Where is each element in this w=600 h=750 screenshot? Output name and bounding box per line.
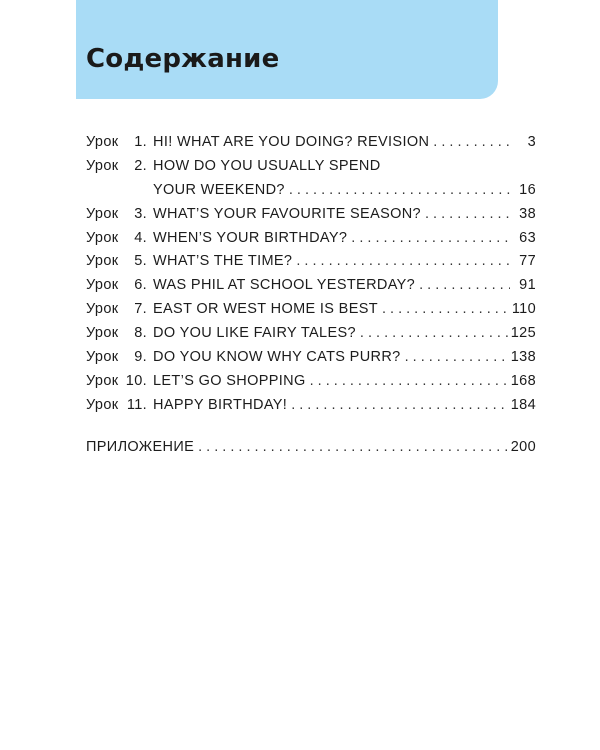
dot-leader [306, 370, 509, 394]
lesson-title: WHAT’S YOUR FAVOURITE SEASON? [153, 205, 421, 222]
dot-leader [429, 131, 510, 155]
lesson-title: DO YOU KNOW WHY CATS PURR? [153, 349, 401, 366]
dot-leader [356, 322, 509, 346]
toc-entry-lesson-7[interactable] [86, 298, 536, 322]
dot-leader [347, 227, 510, 251]
lesson-label: Урок [86, 253, 119, 270]
lesson-number: 8. [134, 325, 147, 342]
lesson-label: Урок [86, 277, 119, 294]
lesson-label: Урок [86, 229, 119, 246]
toc-entry-lesson-4[interactable] [86, 227, 536, 251]
page-number: 38 [519, 205, 536, 222]
header-band [76, 0, 498, 99]
page-number: 138 [510, 349, 536, 366]
lesson-number: 1. [134, 134, 147, 150]
lesson-title: LET’S GO SHOPPING [153, 372, 306, 389]
page-number: 168 [510, 372, 536, 389]
page-number: 16 [519, 181, 536, 198]
lesson-number: 9. [134, 349, 147, 366]
lesson-label: Урок [86, 301, 119, 318]
lesson-label: Урок [86, 396, 119, 413]
dot-leader [287, 394, 509, 418]
lesson-label: Урок [86, 157, 119, 174]
dot-leader [285, 179, 510, 203]
lesson-number: 7. [134, 301, 147, 318]
lesson-number: 6. [134, 277, 147, 294]
dot-leader [421, 203, 510, 227]
toc-entry-lesson-1[interactable] [86, 131, 536, 155]
lesson-label: Урок [86, 205, 119, 222]
lesson-number: 3. [134, 205, 147, 222]
page-number: 77 [519, 253, 536, 270]
table-of-contents [86, 131, 536, 460]
dot-leader [401, 346, 509, 370]
page-number: 200 [510, 438, 536, 455]
toc-entry-lesson-6[interactable] [86, 274, 536, 298]
lesson-title: HOW DO YOU USUALLY SPEND [153, 157, 381, 174]
page-title: Содержание [86, 44, 280, 74]
lesson-number: 10. [125, 372, 147, 389]
lesson-title: WAS PHIL AT SCHOOL YESTERDAY? [153, 277, 416, 294]
toc-entry-lesson-9[interactable] [86, 346, 536, 370]
lesson-title: HI! WHAT ARE YOU DOING? REVISION [153, 134, 430, 150]
lesson-label: Урок [86, 325, 119, 342]
page-number: 125 [510, 325, 536, 342]
appendix-title: ПРИЛОЖЕНИЕ [86, 438, 195, 455]
lesson-title: HAPPY BIRTHDAY! [153, 396, 288, 413]
lesson-title: WHEN’S YOUR BIRTHDAY? [153, 229, 348, 246]
lesson-number: 5. [134, 253, 147, 270]
toc-entry-lesson-5[interactable] [86, 250, 536, 274]
page-number: 3 [527, 134, 536, 150]
lesson-number: 2. [134, 157, 147, 174]
lesson-title: EAST OR WEST HOME IS BEST [153, 301, 378, 318]
page-number: 184 [510, 396, 536, 413]
page-number: 91 [519, 277, 536, 294]
dot-leader [194, 436, 509, 460]
toc-entry-appendix[interactable] [86, 436, 536, 460]
page-number: 63 [519, 229, 536, 246]
dot-leader [378, 298, 510, 322]
toc-entry-lesson-8[interactable] [86, 322, 536, 346]
toc-entry-lesson-2[interactable] [86, 155, 536, 179]
page-number: 110 [511, 301, 536, 318]
toc-entry-lesson-2-continued[interactable] [86, 179, 536, 203]
lesson-title: WHAT’S THE TIME? [153, 253, 293, 270]
toc-entry-lesson-3[interactable] [86, 203, 536, 227]
dot-leader [292, 250, 510, 274]
lesson-number: 4. [134, 229, 147, 246]
dot-leader [415, 274, 510, 298]
lesson-number: 11. [126, 396, 147, 413]
lesson-label: Урок [86, 349, 119, 366]
toc-entry-lesson-11[interactable] [86, 394, 536, 418]
toc-entry-lesson-10[interactable] [86, 370, 536, 394]
lesson-title-continued: YOUR WEEKEND? [153, 181, 285, 198]
lesson-title: DO YOU LIKE FAIRY TALES? [153, 325, 356, 342]
lesson-label: Урок [86, 372, 119, 389]
lesson-label: Урок [86, 134, 119, 150]
